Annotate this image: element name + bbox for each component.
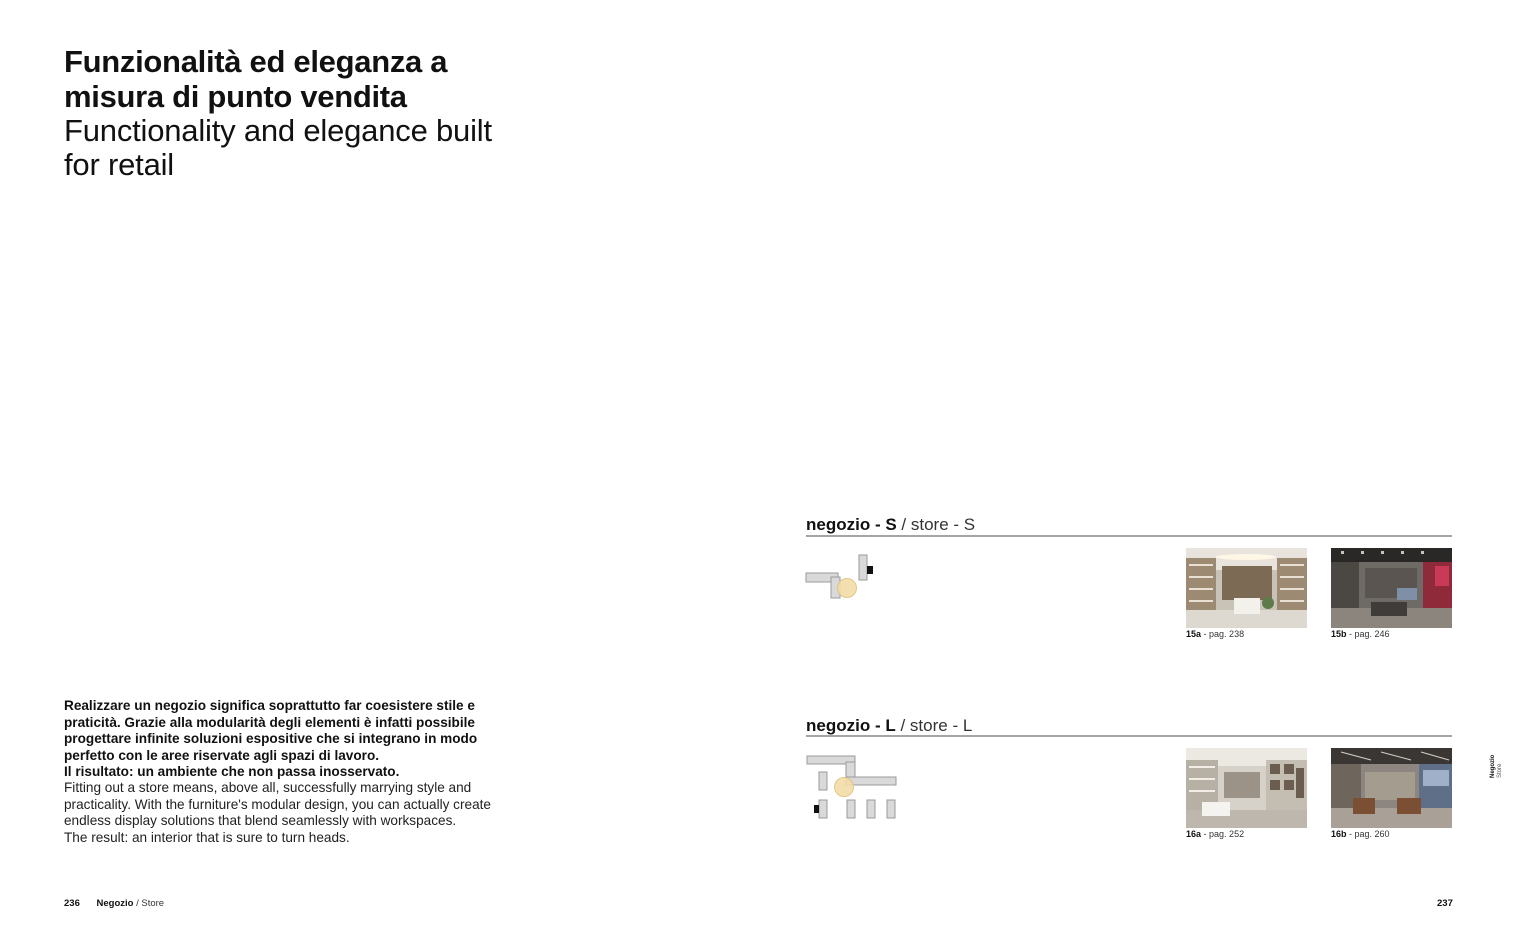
photo-page-ref: - pag. 252 <box>1203 829 1245 839</box>
intro-text-it-main: Realizzare un negozio significa soprattutto far coesistere stile e praticità. Grazie alla modularità degli elementi è infatti possibile progettare infinite soluzioni espositive che si integrano in modo perfetto con le aree riservate agli spazi di lavoro. <box>64 698 478 763</box>
floor-plan-store-s <box>804 552 884 604</box>
photo-code: 16a <box>1186 829 1202 839</box>
footer-separator: / <box>136 898 139 909</box>
footer-section: Negozio <box>96 898 134 909</box>
photo-page-ref: - pag. 238 <box>1203 629 1245 639</box>
intro-text-italian <box>64 698 514 781</box>
footer-left <box>64 898 164 909</box>
photo-page-ref: - pag. 246 <box>1349 629 1390 639</box>
store-photo-16b[interactable] <box>1331 748 1452 828</box>
footer-section-en: Store <box>141 898 165 909</box>
photo-caption-15b <box>1331 629 1390 639</box>
section-title-it: negozio - S <box>806 515 897 534</box>
section-heading-store-s <box>806 515 1452 537</box>
store-photo-15a[interactable] <box>1186 548 1307 628</box>
side-section-tab <box>1490 748 1512 784</box>
store-photo-16a[interactable] <box>1186 748 1307 828</box>
intro-text-en-result: The result: an interior that is sure to turn heads. <box>64 829 350 845</box>
section-title-it: negozio - L <box>806 716 896 735</box>
side-tab-section: Negozio <box>1490 754 1496 778</box>
photo-code: 16b <box>1331 829 1347 839</box>
page-number-right: 237 <box>1437 898 1453 909</box>
page-number-left: 236 <box>64 898 80 909</box>
section-divider <box>806 535 1452 537</box>
photo-page-ref: - pag. 260 <box>1349 829 1390 839</box>
intro-text-it-result: Il risultato: un ambiente che non passa inosservato. <box>64 764 400 779</box>
section-title-sep: / <box>901 515 907 534</box>
store-photo-15b[interactable] <box>1331 548 1452 628</box>
intro-text-english <box>64 780 514 846</box>
photo-caption-16a <box>1186 829 1244 839</box>
photo-code: 15b <box>1331 629 1347 639</box>
photo-caption-16b <box>1331 829 1390 839</box>
side-tab-section-en: Store <box>1497 763 1503 778</box>
section-divider <box>806 735 1452 737</box>
section-title-en: store - L <box>909 716 973 735</box>
intro-text-en-main: Fitting out a store means, above all, successfully marrying style and practicality. With the furniture's modular design, you can actually create endless display solutions that blend seamlessly with workspaces. <box>64 780 491 828</box>
photo-caption-15a <box>1186 629 1244 639</box>
page-subtitle: Functionality and elegance built for retail <box>64 113 492 182</box>
floor-plan-store-l <box>804 752 900 822</box>
page-title: Funzionalità ed eleganza a misura di punto vendita <box>64 44 448 114</box>
photo-code: 15a <box>1186 629 1202 639</box>
section-title-sep: / <box>900 716 906 735</box>
section-title-en: store - S <box>910 515 976 534</box>
